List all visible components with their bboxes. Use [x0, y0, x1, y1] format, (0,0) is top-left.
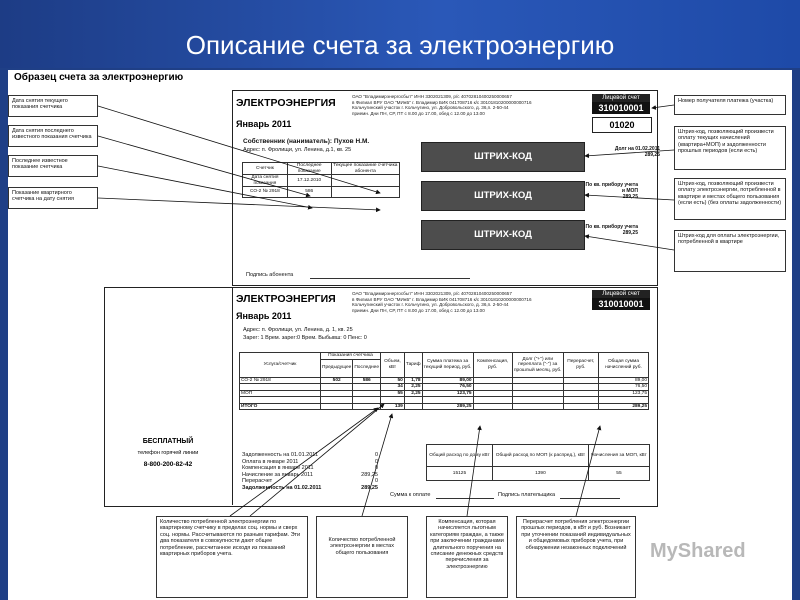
summary-value: 289,25 [361, 471, 378, 478]
arrow-barcode-full [585, 150, 674, 156]
callout-recalc: Перерасчет потребления электроэнергии прошлых периодов, в кВт и руб. Возникает при уточнении показаний индивидуальных и общедомовых приборов учета, при обнаружении незаконных подключений [516, 516, 636, 598]
arrow-barcode-flat [585, 236, 674, 250]
company-line: ОАО "Владимирэнергосбыт" ИНН 3302021309, р/с 40702810400250000657 [352, 291, 512, 296]
pay-sum-label: Сумма к оплате [390, 492, 431, 498]
meter-cell: СО-2 № 2918 [243, 187, 288, 198]
bill-lower-header: ЭЛЕКТРОЭНЕРГИЯ [236, 293, 336, 305]
meter-header: Текущее показание счетчика абонента [331, 163, 399, 175]
summary-label: Перерасчет [242, 478, 273, 484]
callout-barcode-full: Штрих-код, позволяющий произвести оплату текущих начислений (квартира+МОП) и задолженности прошлых периодов (если есть) [674, 126, 786, 170]
charges-cell: СО-2 № 2918 [240, 377, 321, 384]
arrow-recipient [652, 105, 674, 108]
flat-mop-label: По кв. прибору учета и МОП [585, 182, 638, 194]
charges-cell: 76,50 [598, 384, 648, 391]
meter-header: Счетчик [243, 163, 288, 175]
summary-label: Задолженность на 01.02.2011 [242, 484, 322, 491]
callout-barcode-flat: Штрих-код для оплаты электроэнергии, потребленной в квартире [674, 230, 786, 272]
callout-flat-consumption: Количество потребленной электроэнергии по квартирному счетчику в пределах соц. нормы и сверх соц. нормы. Рассчитываются по разным тарифам. Эти два показателя в совокупности дают общее потребление, рассчитанное исходя из показаний квартирных приборов учета. [156, 516, 308, 598]
charges-cell: 2,25 [404, 390, 422, 397]
charges-cell: 34 [381, 384, 405, 391]
charges-cell: 2,25 [404, 384, 422, 391]
charges-cell: 1,78 [404, 377, 422, 384]
arrow-flat-consumption-1 [230, 408, 378, 516]
consumption-header: Общий расход по дому кВт [427, 445, 493, 467]
callout-recipient-number: Номер получателя платежа (участка) [674, 95, 786, 115]
charges-header: Компенсация, руб. [473, 353, 512, 378]
barcode-flat: ШТРИХ-КОД [421, 220, 585, 250]
charges-cell: 89,00 [598, 377, 648, 384]
summary-value: 0 [374, 452, 378, 458]
charges-header: Сумма платежа за текущий период, руб. [422, 353, 473, 378]
charges-header: Объем, кВт [381, 353, 405, 378]
consumption-header: Общий расход по МОП (к распред.), кВт [492, 445, 588, 467]
charges-cell: 76,50 [422, 384, 473, 391]
charges-cell: 55 [381, 390, 405, 397]
charges-header: Перерасчет, руб. [563, 353, 598, 378]
company-line: в Филиал ВРУ ОАО "МИнБ" г. Владимир БИК 041708716 к/с 30101810200000000716 [352, 99, 532, 105]
account-label: Лицевой счет [592, 290, 650, 298]
callout-last-date: Дата снятия последнего известного показания счетчика [8, 125, 98, 147]
summary-value: 0 [374, 458, 378, 465]
callout-compensation: Компенсация, которая начисляется льготным категориям граждан, а также при заключении гражданами длительного поручения на списание денежных средств перечисления за электроэнергию [426, 516, 508, 598]
consumption-cell: 55 [588, 467, 649, 481]
arrow-compensation [467, 426, 480, 516]
charges-cell: МОП [240, 390, 321, 397]
watermark: MyShared [650, 540, 746, 562]
bill-lower-month: Январь 2011 [236, 311, 292, 321]
signature-label: Подпись абонента [246, 272, 294, 278]
charges-header: Тариф [404, 353, 422, 378]
charges-header: Показания счетчика [321, 353, 381, 360]
charges-cell: ИТОГО [240, 403, 321, 410]
company-line: приемн. Дни ПН, СР, ПТ с 8.00 до 17.00, обед с 12.00 до 13.00 [352, 307, 485, 313]
callout-barcode-flat-mop: Штрих-код, позволяющий произвести оплату электроэнергии, потребленной в квартире и местах общего пользования (если есть) (без оплаты задолженности) [674, 178, 786, 220]
arrow-recalc [576, 426, 600, 516]
summary-label: Задолженность на 01.01.2011 [242, 452, 319, 458]
flat-label: По кв. прибору учета [585, 224, 638, 230]
arrow-current-date [98, 106, 380, 193]
callout-current-date: Дата снятия текущего показания счетчика [8, 95, 98, 117]
site-code: 01020 [592, 117, 652, 133]
summary-value: 0 [374, 465, 378, 471]
charges-subheader: Последнее [353, 359, 381, 377]
owner: Собственник (наниматель): Пухов Н.М. [243, 138, 370, 145]
summary-value: 0 [374, 478, 378, 484]
company-line: в Филиал ВРУ ОАО "МИнБ" г. Владимир БИК 041708716 к/с 30101810200000000716 [352, 296, 532, 302]
bill-upper-header: ЭЛЕКТРОЭНЕРГИЯ [236, 97, 336, 109]
charges-cell: 586 [353, 377, 381, 384]
consumption-cell: 15125 [427, 467, 493, 481]
charges-cell: 89,00 [422, 377, 473, 384]
charges-cell: 123,75 [422, 390, 473, 397]
flat-value: 289,25 [622, 230, 638, 236]
summary-label: Компенсация в январе 2011 [242, 465, 314, 471]
summary-label: Начисление за январь 2011 [242, 471, 313, 478]
arrow-mop [362, 414, 392, 516]
debt-value: 289,25 [644, 152, 660, 158]
charges-cell: 502 [321, 377, 353, 384]
arrow-barcode-flat-mop [585, 195, 674, 200]
registered-info: Зарег: 1 Врем. зарег:0 Врем. Выбывш: 0 Пенс: 0 [243, 335, 367, 341]
charges-cell: 289,25 [422, 403, 473, 410]
arrow-flat-reading [98, 198, 380, 210]
sample-title: Образец счета за электроэнергию [14, 72, 184, 83]
charges-cell: 123,75 [598, 390, 648, 397]
account-number: 310010001 [592, 298, 650, 310]
account-number: 310010001 [592, 102, 650, 114]
arrow-flat-consumption-2 [250, 404, 384, 516]
callout-flat-reading: Показание квартирного счетчика на дату снятия [8, 187, 98, 209]
address: Адрес: п. Фролищи, ул. Ленина, д.1, кв. 25 [243, 147, 352, 153]
address-lower: Адрес: п. Фролищи, ул. Ленина, д. 1, кв. 25 [243, 327, 353, 333]
meter-cell: 586 [287, 187, 331, 198]
charges-subheader: Предыдущее [321, 359, 353, 377]
summary-value: 289,25 [361, 484, 378, 491]
charges-header: Общая сумма начислений руб. [598, 353, 648, 378]
hotline-phone: 8-800-200-82-42 [143, 461, 193, 468]
hotline-title: БЕСПЛАТНЫЙ [142, 438, 194, 445]
meter-cell: Дата снятия показания [243, 175, 288, 187]
meter-header: Последнее показание [287, 163, 331, 175]
bill-upper-month: Январь 2011 [236, 119, 292, 129]
account-label: Лицевой счет [592, 94, 650, 102]
callout-mop-consumption: Количество потребленной электроэнергии в местах общего пользования [316, 516, 408, 598]
company-line: Кольчугинский участок г. Кольчугино, ул. Добровольского, д. 36,п. 2-50-44 [352, 105, 509, 111]
barcode-flat-mop: ШТРИХ-КОД [421, 181, 585, 211]
barcode-full: ШТРИХ-КОД [421, 142, 585, 172]
charges-cell: 289,25 [598, 403, 648, 410]
charges-header: Услуга/счетчик [240, 353, 321, 378]
payer-sign-label: Подпись плательщика [498, 492, 556, 498]
company-line: ОАО "Владимирэнергосбыт" ИНН 3302021309, р/с 40702810400250000657 [352, 94, 512, 99]
meter-cell: 17.12.2010 [287, 175, 331, 187]
charges-cell: 139 [381, 403, 405, 410]
hotline-subtitle: телефон горячей линии [137, 450, 199, 456]
summary-label: Оплата в январе 2011 [242, 458, 299, 465]
charges-cell: 50 [381, 377, 405, 384]
flat-mop-value: 289,25 [622, 194, 638, 200]
callout-last-reading: Последнее известное показание счетчика [8, 155, 98, 177]
charges-header: Долг ("+") или переплата ("-") за прошлый месяц, руб. [512, 353, 563, 378]
slide-title: Описание счета за электроэнергию [185, 30, 615, 60]
debt-label: Долг на 01.02.2011 [614, 146, 660, 152]
company-line: приемн. Дни ПН, СР, ПТ с 8.00 до 17.00, обед с 12.00 до 13.00 [352, 110, 485, 116]
consumption-cell: 1390 [492, 467, 588, 481]
consumption-header: Начисления за МОП, кВт [588, 445, 649, 467]
company-line: Кольчугинский участок г. Кольчугино, ул. Добровольского, д. 36,п. 2-50-44 [352, 302, 509, 308]
arrow-last-reading [98, 166, 312, 208]
